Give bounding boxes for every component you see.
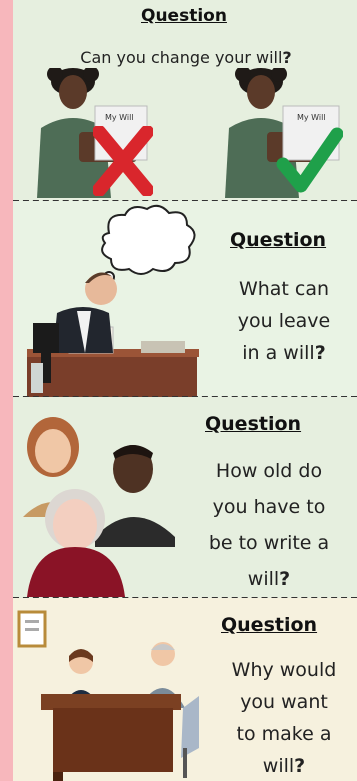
question-line: will: [247, 568, 280, 590]
question-heading: Question: [205, 413, 302, 435]
question-line: you have to: [212, 496, 326, 518]
will-document-label: My Will: [105, 113, 134, 122]
card-strip: [13, 0, 357, 781]
man-thinking-illustration: [13, 203, 213, 397]
question-line: in a will: [242, 342, 315, 364]
meeting-at-desk-illustration: [13, 598, 203, 781]
question-text: Can you change your will?: [80, 48, 292, 67]
question-line: Why would: [231, 659, 337, 681]
question-line: to make a: [236, 723, 332, 745]
question-line: you want: [240, 691, 328, 713]
question-text: Why would you want to make a will?: [209, 654, 357, 781]
question-panel-change-will: [13, 0, 357, 201]
question-line: What can: [238, 278, 330, 300]
question-panel-what-to-leave: [13, 201, 357, 397]
cross-icon: [93, 126, 153, 196]
question-heading: Question: [230, 229, 327, 251]
will-document-label: My Will: [297, 113, 326, 122]
question-panel-age-to-write: [13, 397, 357, 598]
question-line: be to write a: [208, 532, 330, 554]
question-text: What can you leave in a will?: [209, 273, 357, 369]
question-text: How old do you have to be to write a will?: [177, 453, 357, 597]
question-line: will: [262, 755, 295, 777]
question-heading: Question: [141, 6, 227, 26]
question-heading: Question: [221, 614, 318, 636]
tick-icon: [275, 126, 343, 196]
people-of-different-ages-illustration: [13, 407, 183, 597]
question-line: you leave: [237, 310, 331, 332]
question-line: How old do: [215, 460, 323, 482]
question-panel-why-make-will: [13, 598, 357, 781]
